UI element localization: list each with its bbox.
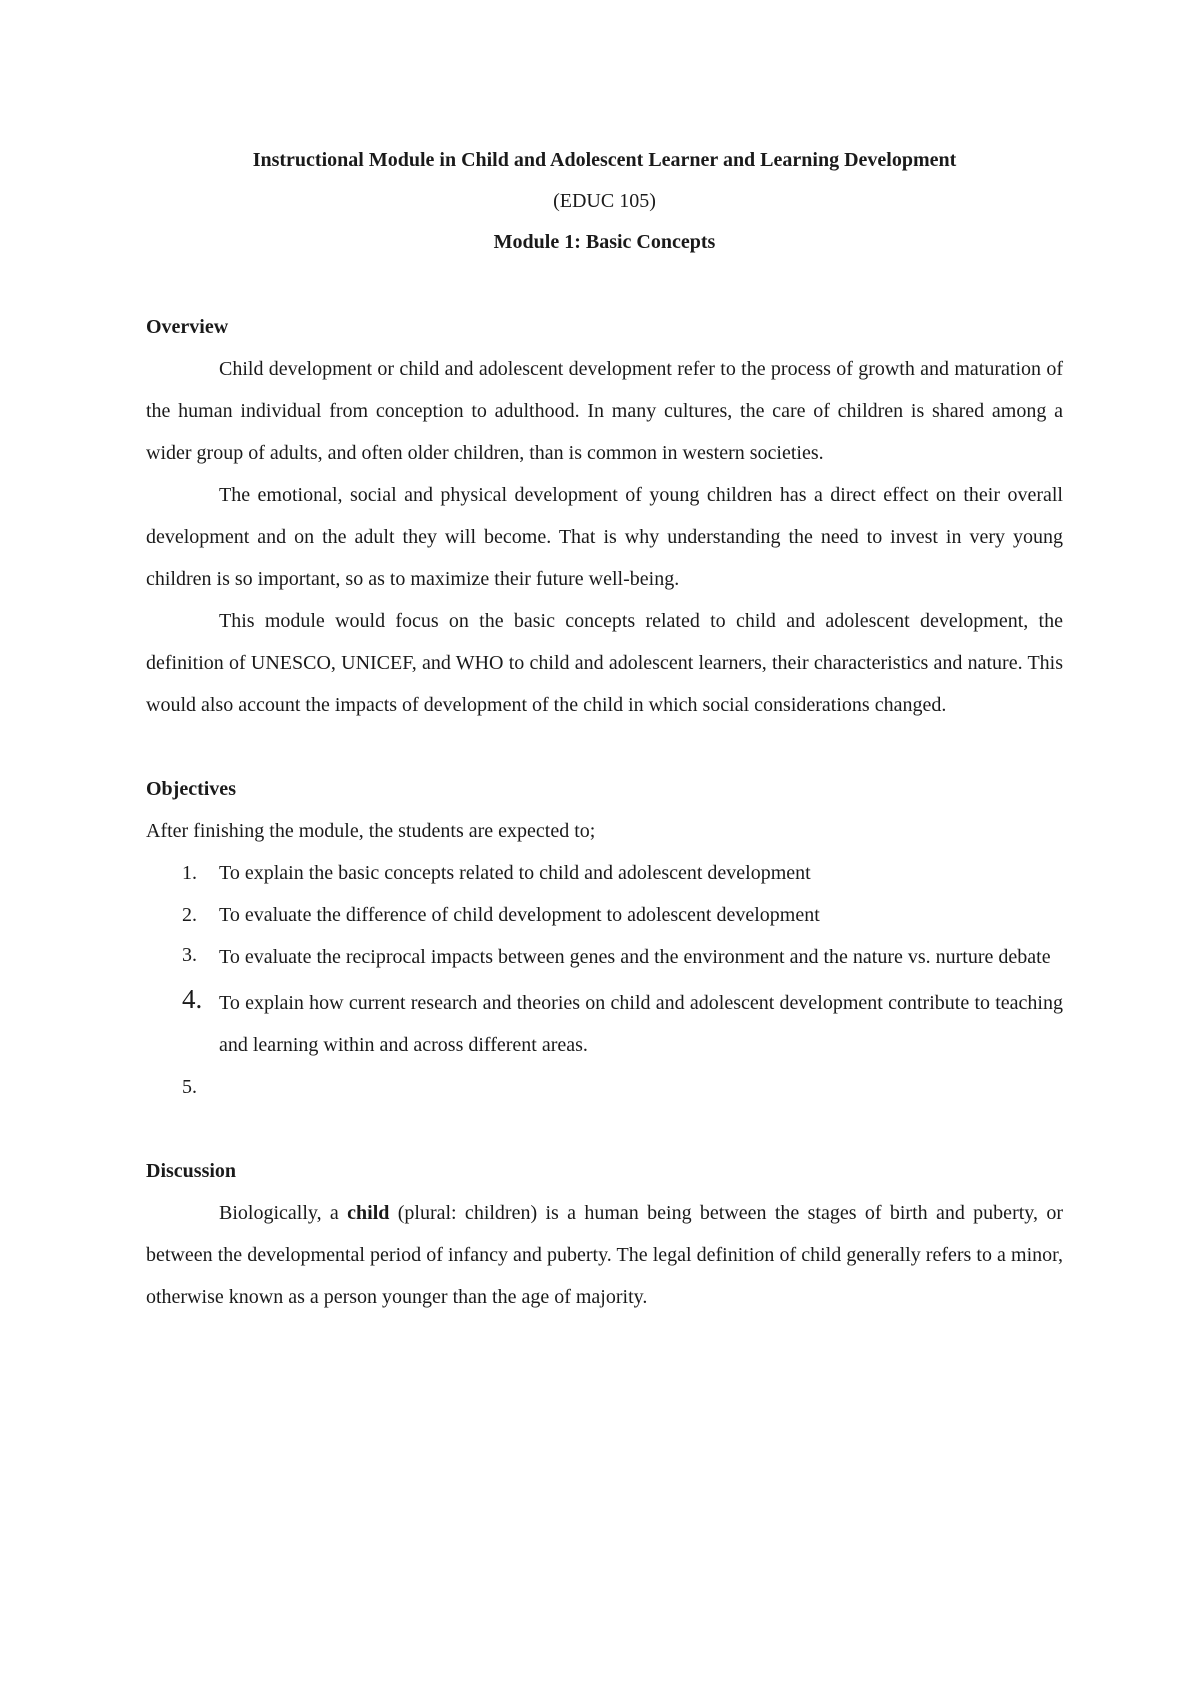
overview-paragraph-1: Child development or child and adolescent development refer to the process of growth and maturation of the human individual from conception to adulthood. In many cultures, the care of children is shared among a wider group of adults, and often older children, than is common in western societies. — [146, 358, 1063, 464]
spacer — [146, 1108, 1063, 1150]
objective-item — [146, 852, 1063, 894]
objective-number: 2. — [182, 904, 197, 926]
overview-paragraph-3: This module would focus on the basic concepts related to child and adolescent development, the definition of UNESCO, UNICEF, and WHO to child and adolescent learners, their characteristics and nature. This would also account the impacts of development of the child in which social considerations changed. — [146, 610, 1063, 716]
objectives-heading: Objectives — [146, 778, 236, 800]
objective-number: 1. — [182, 862, 197, 884]
objectives-intro: After finishing the module, the students are expected to; — [146, 820, 596, 842]
objective-number: 4. — [182, 984, 203, 1014]
discussion-heading: Discussion — [146, 1160, 237, 1182]
discussion-bold-term: child — [347, 1202, 390, 1224]
document-title: Instructional Module in Child and Adolescent Learner and Learning Development — [252, 149, 957, 171]
objective-text: To evaluate the difference of child development to adolescent development — [219, 904, 820, 926]
objective-number: 5. — [182, 1076, 197, 1098]
spacer — [146, 726, 1063, 768]
course-code: (EDUC 105) — [553, 190, 656, 212]
overview-heading: Overview — [146, 316, 229, 338]
objective-text: To explain how current research and theories on child and adolescent development contribute to teaching and learning within and across different areas. — [219, 992, 1063, 1056]
objective-text: To evaluate the reciprocal impacts between genes and the environment and the nature vs. nurture debate — [219, 946, 1051, 968]
overview-paragraph-2: The emotional, social and physical development of young children has a direct effect on their overall development and on the adult they will become. That is why understanding the need to invest in very young children is so important, so as to maximize their future well-being. — [146, 484, 1063, 590]
document-content — [146, 142, 1063, 1318]
objective-item — [146, 978, 1063, 1066]
objective-item — [146, 1066, 1063, 1108]
objectives-list — [146, 852, 1063, 1108]
objective-item — [146, 894, 1063, 936]
discussion-text-end: (plural: children) is a human being between the stages of birth and puberty, or between the developmental period of infancy and puberty. The legal definition of child generally refers to a minor, otherwise known as a person younger than the age of majority. — [146, 1202, 1063, 1308]
discussion-paragraph — [146, 1192, 1063, 1318]
module-title: Module 1: Basic Concepts — [493, 231, 716, 253]
discussion-text-start: Biologically, a — [219, 1202, 348, 1224]
objective-number: 3. — [182, 944, 197, 966]
objective-text: To explain the basic concepts related to child and adolescent development — [219, 862, 811, 884]
spacer — [146, 260, 1063, 306]
objective-item — [146, 936, 1063, 978]
